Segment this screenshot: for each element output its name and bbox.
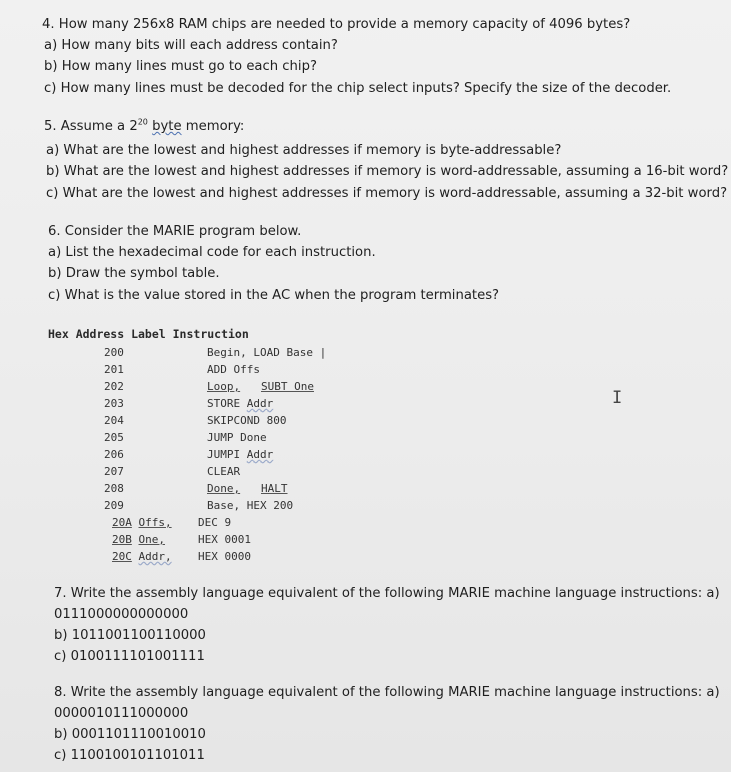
q6-title: 6. Consider the MARIE program below. (48, 224, 302, 239)
q8-part-a: 0000010111000000 (54, 706, 189, 721)
q5-part-b: b) What are the lowest and highest addresses if memory is word-addressable, assuming a 16-bit word? (46, 164, 729, 179)
q5-prefix: 5. Assume a 2 (44, 119, 138, 134)
row-instruction: ADD Offs (207, 363, 260, 376)
row-addr: 207 (104, 465, 124, 478)
program-header: Hex Address Label Instruction (48, 327, 249, 341)
data-row (112, 533, 165, 546)
row-instruction: CLEAR (207, 465, 241, 478)
row-instruction: SKIPCOND 800 (207, 414, 287, 427)
row-addr: 206 (104, 448, 124, 461)
data-label: Offs, (138, 516, 172, 529)
label-loop: Loop, (207, 380, 241, 393)
row-instruction (207, 448, 273, 461)
row-instruction (207, 397, 273, 410)
instr-subt: SUBT One (261, 380, 314, 393)
row-instruction: JUMP Done (207, 431, 267, 444)
row-addr: 200 (104, 346, 124, 359)
label-done: Done, (207, 482, 241, 495)
q8-title: 8. Write the assembly language equivalent of the following MARIE machine language instructions: a) (54, 685, 720, 700)
instr-operand: Addr (246, 397, 274, 410)
q5-title (44, 119, 244, 134)
q4-part-b: b) How many lines must go to each chip? (44, 59, 317, 74)
data-instruction: HEX 0000 (198, 550, 251, 563)
q4-part-a: a) How many bits will each address contain? (44, 38, 338, 53)
q4-title: 4. How many 256x8 RAM chips are needed to provide a memory capacity of 4096 bytes? (42, 17, 631, 32)
q5-part-a: a) What are the lowest and highest addresses if memory is byte-addressable? (46, 143, 562, 158)
data-label: One, (138, 533, 165, 546)
q5-suffix: memory: (185, 119, 245, 134)
data-instruction: DEC 9 (198, 516, 232, 529)
row-addr: 208 (104, 482, 124, 495)
q7-part-a: 0111000000000000 (54, 607, 189, 622)
row-label (207, 380, 240, 393)
row-instruction: Base, HEX 200 (207, 499, 294, 512)
q8-part-c: c) 1100100101101011 (54, 748, 205, 763)
q5-part-c: c) What are the lowest and highest addresses if memory is word-addressable, assuming a 32-bit word? (46, 186, 728, 201)
instr-halt: HALT (261, 482, 288, 495)
q7-part-b: b) 1011001100110000 (54, 628, 206, 643)
q4-part-c: c) How many lines must be decoded for the chip select inputs? Specify the size of the decoder. (44, 81, 672, 96)
q7-part-c: c) 0100111101001111 (54, 649, 205, 664)
row-addr: 202 (104, 380, 124, 393)
q7-title: 7. Write the assembly language equivalent of the following MARIE machine language instructions: a) (54, 586, 720, 601)
row-instruction: Begin, LOAD Base | (207, 346, 327, 359)
row-instruction (261, 380, 314, 393)
q6-part-c: c) What is the value stored in the AC when the program terminates? (48, 288, 500, 303)
row-addr: 209 (104, 499, 124, 512)
data-addr: 20A (112, 516, 132, 529)
q5-exponent: 20 (137, 117, 148, 127)
q6-part-b: b) Draw the symbol table. (48, 266, 220, 281)
row-instruction (261, 482, 288, 495)
q8-part-b: b) 0001101110010010 (54, 727, 206, 742)
data-instruction: HEX 0001 (198, 533, 251, 546)
instr-operand: Addr (246, 448, 274, 461)
data-addr: 20C (112, 550, 132, 563)
data-addr: 20B (112, 533, 132, 546)
instr-op: JUMPI (207, 448, 241, 461)
instr-op: STORE (207, 397, 241, 410)
row-addr: 205 (104, 431, 124, 444)
data-row (112, 550, 172, 563)
data-row (112, 516, 172, 529)
data-label: Addr, (138, 550, 172, 563)
row-label (207, 482, 240, 495)
q5-byte-word: byte (152, 119, 182, 134)
row-addr: 204 (104, 414, 124, 427)
q6-part-a: a) List the hexadecimal code for each instruction. (48, 245, 376, 260)
row-addr: 201 (104, 363, 124, 376)
text-cursor-icon: I (612, 388, 623, 408)
row-addr: 203 (104, 397, 124, 410)
